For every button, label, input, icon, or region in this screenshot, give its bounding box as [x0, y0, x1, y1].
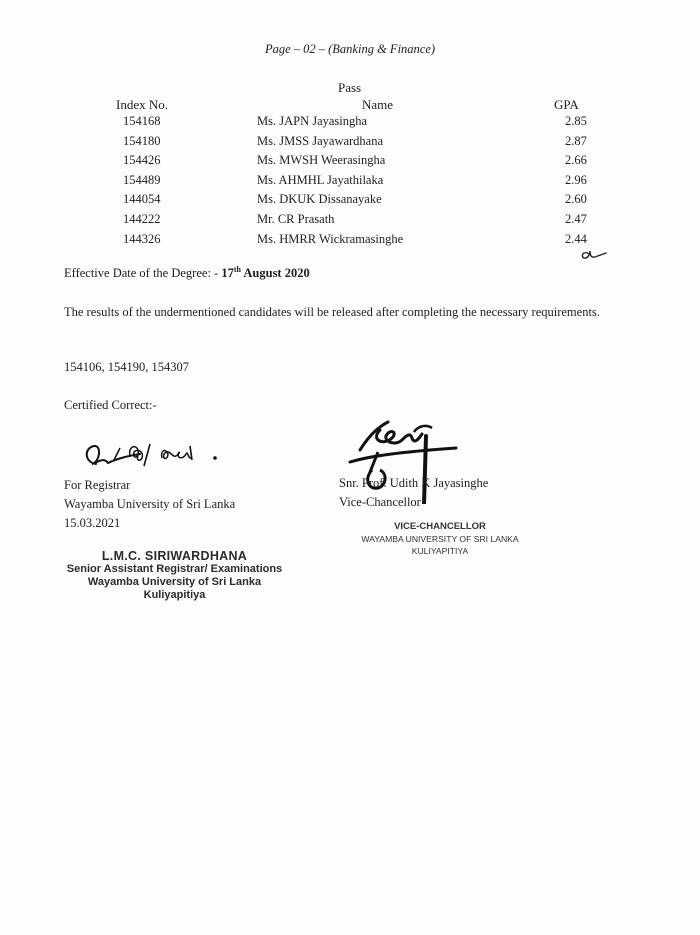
registrar-stamp-name: L.M.C. SIRIWARDHANA — [101, 549, 248, 563]
name-cell: Mr. CR Prasath — [257, 211, 335, 226]
vc-stamp — [350, 521, 530, 557]
table-row — [0, 192, 700, 212]
gpa-cell: 2.47 — [565, 211, 587, 226]
vc-title: Vice-Chancellor — [339, 495, 421, 509]
certified-correct: Certified Correct:- — [64, 398, 157, 412]
column-name: Name — [362, 97, 394, 112]
vc-name: Snr. Prof. Udith K Jayasinghe — [339, 476, 489, 490]
gpa-cell: 2.60 — [565, 192, 587, 207]
table-row — [0, 114, 700, 134]
index-cell: 144222 — [123, 211, 161, 226]
class-label: Pass — [338, 80, 362, 95]
for-registrar-label: For Registrar — [64, 478, 131, 492]
results-note: The results of the undermentioned candidates will be released after completing the necessary requirements. — [64, 305, 600, 319]
column-index: Index No. — [116, 97, 168, 112]
vc-stamp-place: KULIYAPITIYA — [411, 546, 469, 556]
gpa-cell: 2.85 — [565, 114, 587, 128]
index-cell: 154168 — [123, 114, 161, 128]
index-cell: 154426 — [123, 153, 161, 168]
gpa-cell: 2.44 — [565, 231, 587, 246]
registrar-stamp — [62, 550, 287, 602]
tick-mark — [578, 240, 608, 262]
table-row — [0, 173, 700, 193]
table-row — [0, 212, 700, 232]
name-cell: Ms. HMRR Wickramasinghe — [257, 231, 404, 246]
index-cell: 154489 — [123, 172, 161, 187]
name-cell: Ms. JMSS Jayawardhana — [257, 133, 384, 148]
gpa-cell: 2.66 — [565, 153, 587, 168]
registrar-stamp-university: Wayamba University of Sri Lanka — [87, 576, 262, 588]
index-cell: 154180 — [123, 133, 161, 148]
registrar-date: 15.03.2021 — [64, 516, 121, 530]
registrar-stamp-title: Senior Assistant Registrar/ Examinations — [66, 563, 283, 575]
pending-index-list: 154106, 154190, 154307 — [64, 360, 189, 374]
registrar-university: Wayamba University of Sri Lanka — [64, 497, 236, 511]
page-header: Page – 02 – (Banking & Finance) — [264, 42, 436, 56]
index-cell: 144326 — [123, 231, 161, 246]
name-cell: Ms. AHMHL Jayathilaka — [257, 172, 384, 187]
column-gpa: GPA — [554, 97, 579, 112]
results-table — [0, 114, 700, 251]
registrar-block — [64, 476, 235, 533]
name-cell: Ms. MWSH Weerasingha — [257, 153, 386, 168]
index-cell: 144054 — [123, 192, 161, 207]
name-cell: Ms. JAPN Jayasingha — [257, 114, 368, 128]
vc-stamp-university: WAYAMBA UNIVERSITY OF SRI LANKA — [361, 534, 519, 544]
effective-date: Effective Date of the Degree: - 17th August 2020 — [64, 265, 310, 281]
registrar-signature — [80, 432, 250, 477]
table-row — [0, 153, 700, 173]
registrar-stamp-place: Kuliyapitiya — [143, 589, 206, 601]
vc-stamp-title: VICE-CHANCELLOR — [394, 521, 486, 532]
vc-block — [339, 474, 488, 512]
name-cell: Ms. DKUK Dissanayake — [257, 192, 382, 207]
table-row — [0, 134, 700, 154]
gpa-cell: 2.96 — [565, 172, 587, 187]
gpa-cell: 2.87 — [565, 133, 587, 148]
